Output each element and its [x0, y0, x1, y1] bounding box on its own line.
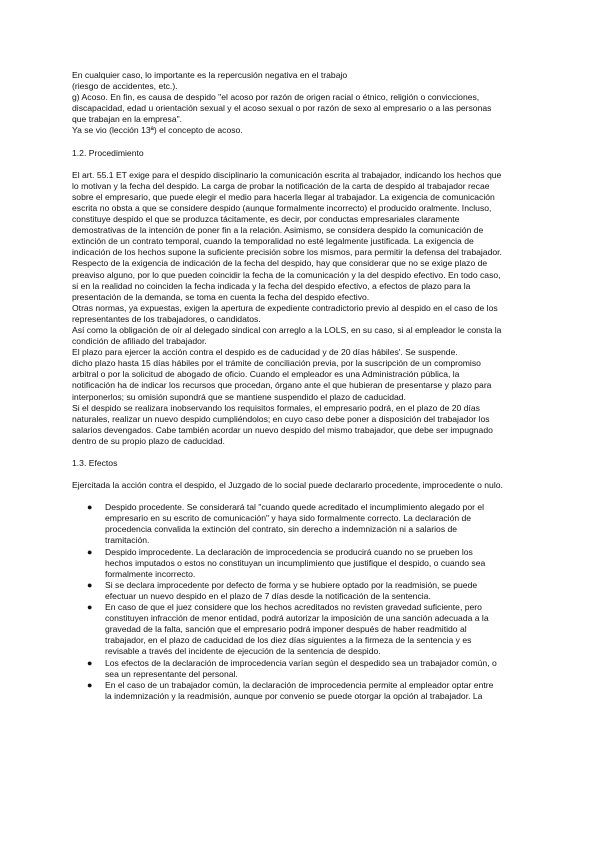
efectos-intro: Ejercitada la acción contra el despido, el Juzgado de lo social puede declararlo procedente, improcedente o nulo.: [72, 480, 503, 491]
bullet-text: Los efectos de la declaración de improcedencia varían según el despedido sea un trabajador común, o sea un representante del personal.: [105, 657, 497, 679]
bullet-icon: ●: [87, 657, 93, 668]
bullet-text: Despido procedente. Se considerará tal "cuando quede acreditado el incumplimiento alegado por el empresario en su escrito de comunicación" y haya sido formalmente correcto. La declaración de procedencia convalida la extinción del contrato, sin derecho a indemnización ni a salarios de tramitación.: [105, 502, 485, 546]
list-item: [72, 502, 504, 546]
bullet-icon: ●: [87, 602, 93, 613]
bullet-text: En el caso de un trabajador común, la declaración de improcedencia permite al empleador optar entre la indemnización y la readmisión, aunque por convenio se puede otorgar la opción al trabajador. La: [105, 679, 494, 701]
procedimiento-paragraph: Si el despido se realizara inobservando los requisitos formales, el empresario podrá, en el plazo de 20 días naturales, realizar un nuevo despido cumpliéndolos; en cuyo caso debe poner a disposición del trabajador los salarios devengados. Cabe también acordar un nuevo despido del mismo trabajador, que debe ser impugnado dentro de su propio plazo de caducidad.: [72, 402, 493, 446]
procedimiento-paragraph: El plazo para ejercer la acción contra el despido es de caducidad y de 20 días hábiles'. Se suspende.: [72, 347, 458, 358]
intro-line-2: (riesgo de accidentes, etc.).: [72, 81, 178, 92]
efectos-bullet-list: [72, 502, 504, 702]
list-item: [72, 547, 504, 580]
intro-line-1: En cualquier caso, lo importante es la repercusión negativa en el trabajo: [72, 70, 348, 80]
acoso-paragraph: g) Acoso. En fin, es causa de despido "el acoso por razón de origen racial o étnico, religión o convicciones, discapacidad, edad u orientación sexual y el acoso sexual o por razón de sexo al empresario o a las personas que trabajan en la empresa".: [72, 92, 492, 125]
bullet-icon: ●: [87, 502, 93, 513]
bullet-text: En caso de que el juez considere que los hechos acreditados no revisten gravedad suficiente, pero constituyen infracción de menor entidad, podrá autorizar la imposición de una sanción adecuada a la gravedad de la falta, sanción que el empresario podrá imponer después de haber readmitido al trabajador, en el plazo de caducidad de los diez días siguientes a la firmeza de la sentencia y es revisable a través del incidente de ejecución de la sentencia de despido.: [105, 602, 489, 657]
bullet-icon: ●: [87, 579, 93, 590]
acoso-reference: Ya se vio (lección 13ª) el concepto de acoso.: [72, 125, 243, 136]
procedimiento-paragraph: El art. 55.1 ET exige para el despido disciplinario la comunicación escrita al trabajador, indicando los hechos que lo motivan y la fecha del despido. La carga de probar la notificación de la carta de despido al trabajador recae sobre el empresario, que puede elegir el medio para hacerla llegar al trabajador. La exigencia de comunicación escrita no obsta a que se considere despido (aunque formalmente incorrecto) el producido oralmente. Incluso, constituye despido el que se produzca tácitamente, es decir, por conductas empresariales claramente demostrativas de la intención de poner fin a la relación. Asimismo, se considera despido la comunicación de extinción de un contrato temporal, cuando la temporalidad no esté legalmente justificada. La exigencia de indicación de los hechos supone la suficiente precisión sobre los mismos, para permitir la defensa del trabajador.: [72, 169, 502, 258]
procedimiento-paragraph: dicho plazo hasta 15 días hábiles por el trámite de conciliación previa, por la suscripción de un compromiso arbitral o por la solicitud de abogado de oficio. Cuando el empleador es una Administración pública, la notificación ha de indicar los recursos que procedan, órgano ante el que hubieran de presentarse y plazo para interponerlos; su omisión supondrá que se mantiene suspendido el plazo de caducidad.: [72, 358, 492, 402]
list-item: [72, 680, 504, 702]
list-item: [72, 580, 504, 602]
list-item: [72, 658, 504, 680]
procedimiento-paragraph: Así como la obligación de oír al delegado sindical con arreglo a la LOLS, en su caso, si al empleador le consta la condición de afiliado del trabajador.: [72, 324, 502, 347]
section-heading-procedimiento: 1.2. Procedimiento: [72, 147, 144, 158]
bullet-icon: ●: [87, 679, 93, 690]
procedimiento-paragraph: Otras normas, ya expuestas, exigen la apertura de expediente contradictorio previo al despido en el caso de los representantes de los trabajadores, o candidatos.: [72, 302, 498, 324]
list-item: [72, 602, 504, 657]
bullet-text: Despido improcedente. La declaración de improcedencia se producirá cuando no se prueben los hechos imputados o estos no constituyan un incumplimiento que justifique el despido, o cuando sea formalmente incorrecto.: [105, 546, 486, 579]
bullet-icon: ●: [87, 546, 93, 557]
bullet-text: Si se declara improcedente por defecto de forma y se hubiere optado por la readmisión, se puede efectuar un nuevo despido en el plazo de 7 días desde la notificación de la sentencia.: [105, 579, 478, 601]
procedimiento-paragraph: Respecto de la exigencia de indicación de la fecha del despido, hay que considerar que no se exige plazo de preaviso alguno, por lo que pueden coincidir la fecha de la comunicación y la del despido efectivo. En todo caso, si en la realidad no coinciden la fecha indicada y la fecha del despido efectivo, a efectos de plazo para la presentación de la demanda, se toma en cuenta la fecha del despido efectivo.: [72, 258, 501, 302]
section-heading-efectos: 1.3. Efectos: [72, 458, 118, 468]
